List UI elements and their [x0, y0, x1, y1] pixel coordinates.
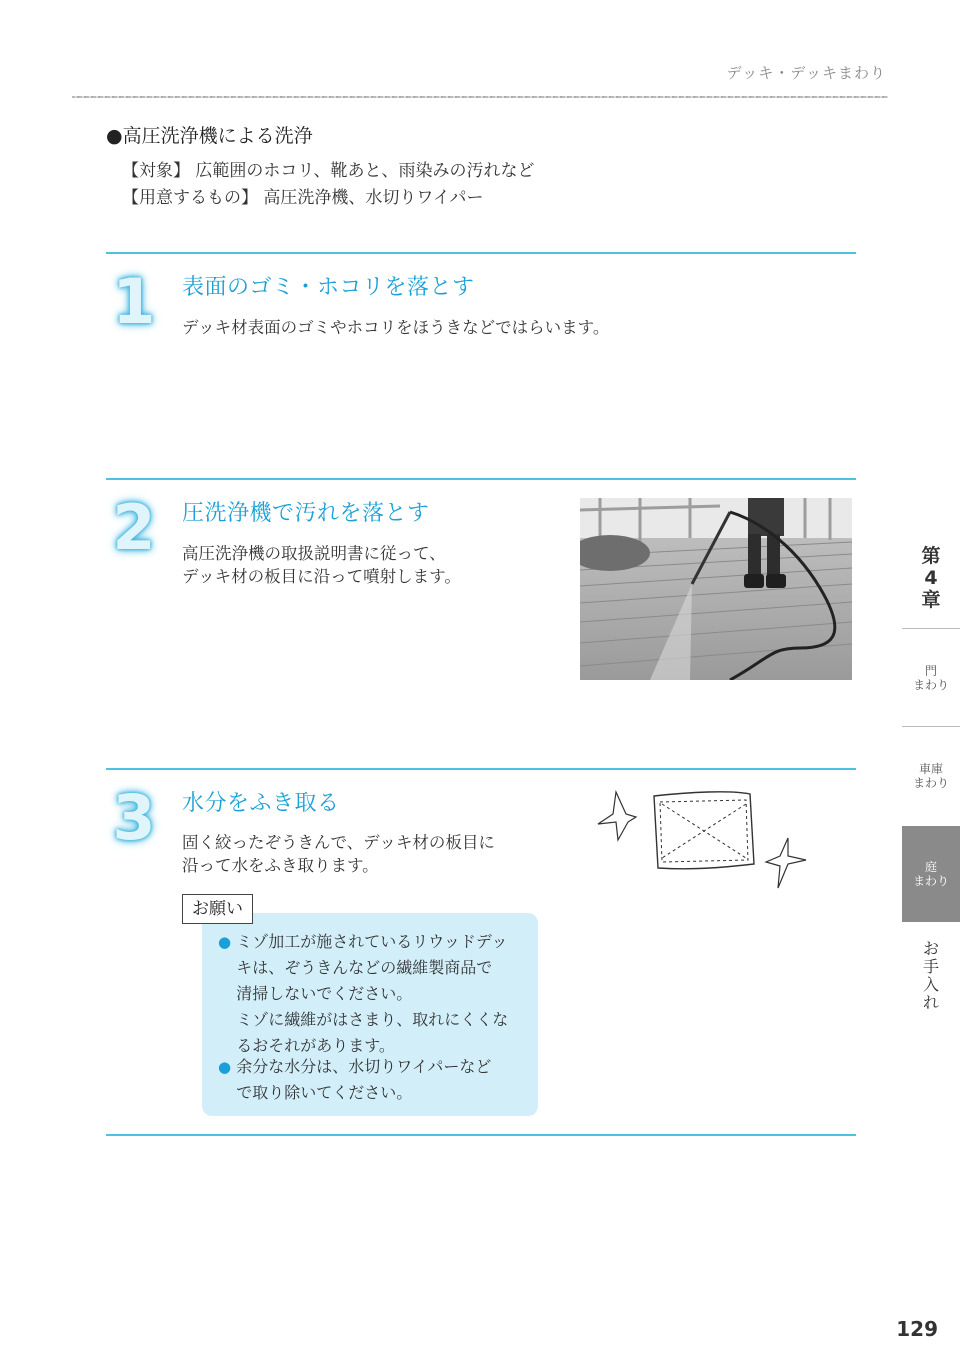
step-3-title: 水分をふき取る [182, 791, 340, 816]
notice-line: で取り除いてください。 [236, 1083, 413, 1102]
header-divider [72, 96, 888, 98]
step-1-number: 1 [112, 265, 156, 338]
tab-label: まわり [912, 678, 949, 692]
chapter-char: 4 [924, 567, 938, 589]
bullet-icon: ● [218, 933, 232, 951]
step-2-text [182, 542, 461, 588]
tab-label: 手 [922, 957, 939, 976]
step-3-line: 沿って水をふき取ります。 [182, 856, 379, 875]
notice-item-text [236, 1054, 526, 1106]
step-3-text [182, 831, 495, 877]
tab-label: お [922, 939, 939, 958]
page-number: 129 [896, 1317, 938, 1341]
section-bottom-divider [106, 1134, 856, 1136]
tab-divider [902, 726, 960, 727]
tab-label: 門 [924, 664, 937, 678]
notice-line: キは、ぞうきんなどの繊維製商品で [236, 958, 493, 977]
tab-label: 入 [922, 975, 939, 994]
tab-garage[interactable] [902, 762, 960, 790]
notice-line: るおそれがあります。 [236, 1036, 395, 1055]
tab-label: れ [922, 993, 939, 1012]
tab-label: まわり [912, 776, 949, 790]
notice-item [218, 1054, 526, 1106]
tab-gate[interactable] [902, 664, 960, 692]
tab-label: 車庫 [918, 762, 943, 776]
rag-illustration [590, 784, 815, 894]
step-2-title: 圧洗浄機で汚れを落とす [182, 501, 430, 526]
tab-garden[interactable] [902, 860, 960, 888]
step-3-number: 3 [112, 781, 156, 854]
running-header: デッキ・デッキまわり [726, 64, 886, 82]
notice-line: 清掃しないでください。 [236, 984, 413, 1003]
step-3-line: 固く絞ったぞうきんで、デッキ材の板目に [182, 833, 495, 852]
step-1-line: デッキ材表面のゴミやホコリをほうきなどではらいます。 [182, 318, 610, 337]
section-title: ●高圧洗浄機による洗浄 [106, 125, 313, 147]
step-1-text [182, 316, 609, 339]
step-divider [106, 252, 856, 254]
bullet-icon: ● [218, 1058, 232, 1076]
step-1-title: 表面のゴミ・ホコリを落とす [182, 275, 475, 300]
tab-care[interactable] [902, 940, 960, 1012]
chapter-char: 第 [921, 545, 941, 567]
step-2-number: 2 [112, 491, 156, 564]
pressure-washer-photo [580, 498, 852, 680]
step-divider [106, 768, 856, 770]
notice-line: ミゾに繊維がはさまり、取れにくくな [236, 1010, 509, 1029]
tab-divider [902, 628, 960, 629]
tab-label: まわり [912, 874, 949, 888]
target-line: 【対象】 広範囲のホコリ、靴あと、雨染みの汚れなど [122, 161, 535, 181]
chapter-tab[interactable] [902, 545, 960, 611]
notice-line: 余分な水分は、水切りワイパーなど [236, 1057, 492, 1076]
prepare-line: 【用意するもの】 高圧洗浄機、水切りワイパー [122, 188, 484, 208]
notice-label: お願い [182, 894, 253, 924]
notice-item-text [236, 929, 526, 1059]
step-2-line: デッキ材の板目に沿って噴射します。 [182, 567, 461, 586]
notice-item [218, 929, 526, 1059]
chapter-char: 章 [921, 589, 941, 611]
notice-line: ミゾ加工が施されているリウッドデッ [236, 932, 508, 951]
step-divider [106, 478, 856, 480]
step-2-line: 高圧洗浄機の取扱説明書に従って、 [182, 544, 446, 563]
tab-label: 庭 [924, 860, 937, 874]
